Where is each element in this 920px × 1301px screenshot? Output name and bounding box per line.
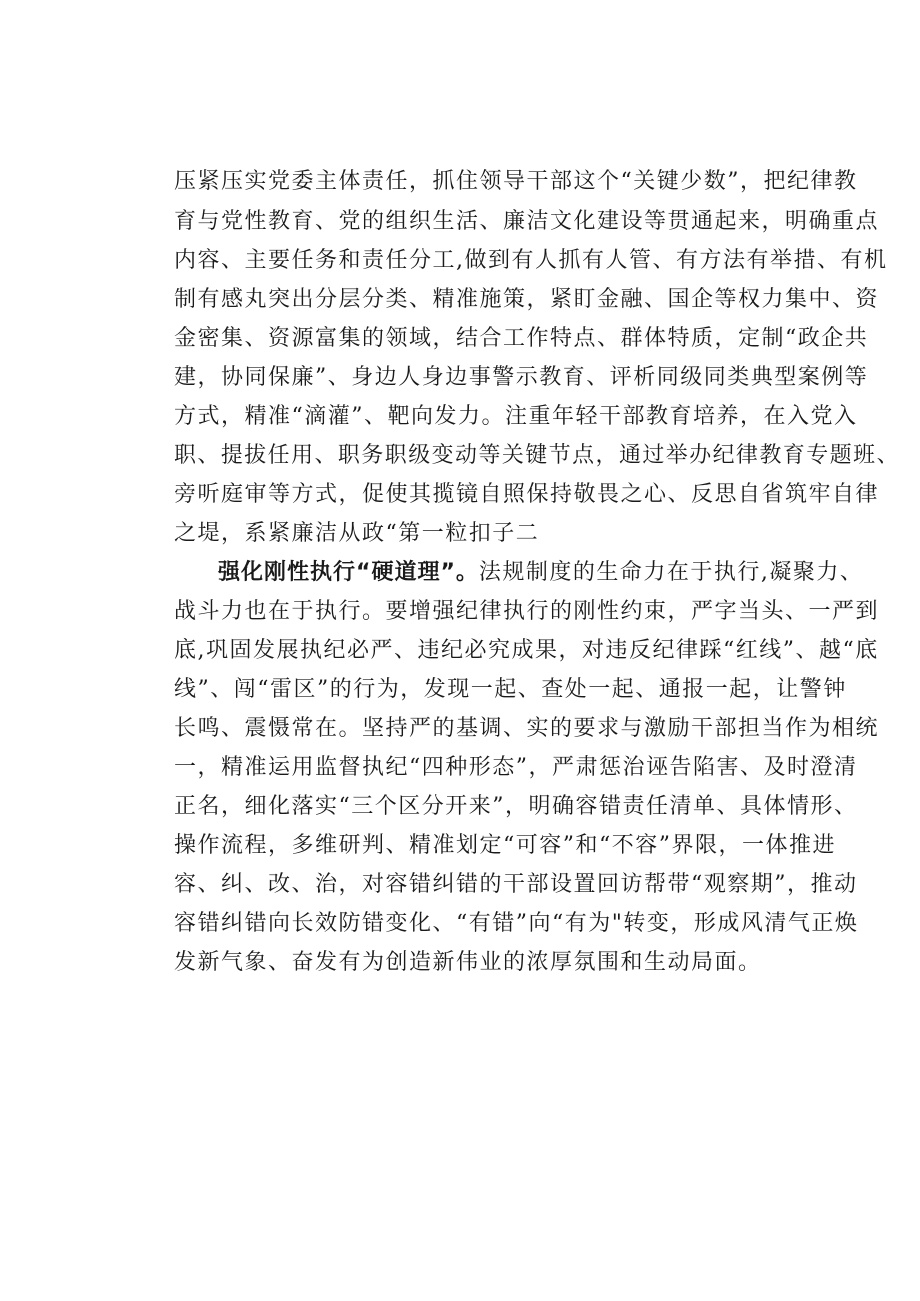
paragraph-line: 压紧压实党委主体责任，抓住领导干部这个“关键少数”，把纪律教: [174, 169, 858, 194]
paragraph-line: 旁听庭审等方式，促使其揽镜自照保持敬畏之心、反思自省筑牢自律: [174, 482, 880, 507]
paragraph-line: 之堤，系紧廉洁从政“第一粒扣子二: [174, 521, 540, 546]
paragraph-line: 发新气象、奋发有为创造新伟业的浓厚氛围和生动局面。: [174, 950, 762, 975]
paragraph-first-line: [218, 558, 863, 588]
paragraph-line: 内容、主要任务和责任分工,做到有人抓有人管、有方法有举措、有机: [174, 248, 888, 273]
paragraph-line: 长鸣、震慑常在。坚持严的基调、实的要求与激励干部担当作为相统: [174, 716, 880, 741]
paragraph-line: 方式，精准“滴灌”、靶向发力。注重年轻干部教育培养，在入党入: [174, 404, 858, 429]
paragraph-line: 一，精准运用监督执纪“四种形态”，严肃惩治诬告陷害、及时澄清: [174, 755, 858, 780]
paragraph-line: 线”、闯“雷区”的行为，发现一起、查处一起、通报一起，让警钟: [174, 677, 847, 702]
paragraph-line: 金密集、资源富集的领域，结合工作特点、群体特质，定制“政企共: [174, 326, 869, 351]
paragraph-line: 容错纠错向长效防错变化、“有错”向“有为"转变，形成风清气正焕: [174, 911, 859, 936]
paragraph-line: 制有感丸突出分层分类、精准施策，紧盯金融、国企等权力集中、资: [174, 287, 880, 312]
paragraph-line: 职、提拔任用、职务职级变动等关键节点，通过举办纪律教育专题班、: [174, 443, 900, 468]
paragraph-line: 育与党性教育、党的组织生活、廉洁文化建设等贯通起来，明确重点: [174, 209, 880, 234]
paragraph-line: 操作流程，多维研判、精准划定“可容”和“不容”界限，一体推进: [174, 833, 836, 858]
paragraph-line: 建，协同保廉”、身边人身边事警示教育、评析同级同类典型案例等: [174, 365, 869, 390]
paragraph-line: 底,巩固发展执纪必严、违纪必究成果，对违反纪律踩“红线”、越“底: [174, 638, 879, 663]
paragraph-line: 正名，细化落实“三个区分开来”，明确容错责任清单、具体情形、: [174, 794, 858, 819]
paragraph-line: 容、纠、改、治，对容错纠错的干部设置回访帮带“观察期”，推动: [174, 872, 858, 897]
paragraph-line-rest: 法规制度的生命力在于执行,凝聚力、: [478, 560, 864, 585]
section-heading: 强化刚性执行“硬道理”。: [218, 560, 479, 585]
paragraph-line: 战斗力也在于执行。要增强纪律执行的刚性约束，严字当头、一严到: [174, 599, 880, 624]
